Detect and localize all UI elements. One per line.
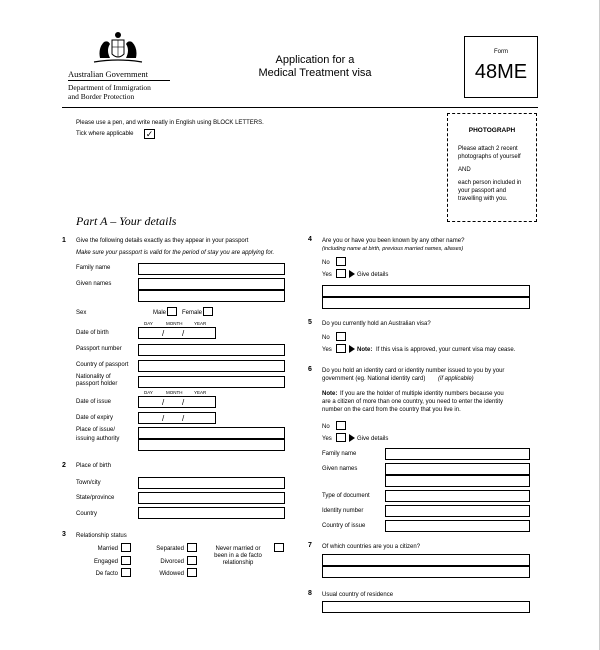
sex-label: Sex [76, 310, 87, 316]
married-label: Married [97, 546, 118, 552]
place-issue-label-1: Place of issue/ [76, 427, 116, 433]
q8-input[interactable] [322, 601, 530, 613]
q6-given-names-input-2[interactable] [385, 475, 530, 487]
passport-number-input[interactable] [138, 344, 285, 356]
widowed-label: Widowed [159, 571, 184, 577]
arrow-right-icon [349, 345, 355, 353]
q5-note-label: Note: [357, 347, 373, 353]
q4-details-input-2[interactable] [322, 297, 530, 309]
q4-yes-checkbox[interactable] [336, 269, 346, 278]
q4-note: (including name at birth, previous married names, aliases) [322, 246, 464, 252]
never-married-line-2: been in a de facto [214, 553, 262, 559]
date-slash: / [162, 414, 165, 423]
female-checkbox[interactable] [203, 307, 213, 316]
q6-note-3: number on the card from the country that you live in. [322, 407, 461, 413]
coat-of-arms-icon [92, 30, 144, 66]
date-slash: / [162, 329, 165, 338]
place-issue-input-2[interactable] [138, 439, 285, 451]
identity-number-input[interactable] [385, 505, 530, 517]
identity-number-label: Identity number [322, 508, 364, 514]
defacto-checkbox[interactable] [121, 568, 131, 577]
q2-title: Place of birth [76, 463, 112, 469]
q4-text: Are you or have you been known by any other name? [322, 238, 465, 244]
q1-text: Give the following details exactly as they appear in your passport [76, 238, 249, 244]
date-slash: / [162, 398, 165, 407]
never-married-line-3: relationship [222, 560, 254, 566]
q6-no-checkbox[interactable] [336, 421, 346, 430]
country-passport-input[interactable] [138, 360, 285, 372]
q6-line-2: government (eg. National identity card) [322, 376, 426, 382]
q6-given-names-input-1[interactable] [385, 463, 530, 475]
country-passport-label: Country of passport [76, 362, 129, 368]
family-name-input[interactable] [138, 263, 285, 275]
form-number-box [464, 36, 538, 98]
country-issue-label: Country of issue [322, 523, 366, 529]
engaged-checkbox[interactable] [121, 556, 131, 565]
q4-number: 4 [308, 236, 312, 243]
date-slash: / [182, 398, 185, 407]
country-issue-input[interactable] [385, 520, 530, 532]
header-rule [62, 107, 538, 108]
q6-line-1: Do you hold an identity card or identity number issued to you by your [322, 368, 505, 374]
day-label: DAY [144, 321, 153, 326]
place-issue-label-2: issuing authority [76, 436, 120, 442]
q8-number: 8 [308, 590, 312, 597]
q7-input-1[interactable] [322, 554, 530, 566]
q3-number: 3 [62, 531, 66, 538]
q4-no-checkbox[interactable] [336, 257, 346, 266]
q7-number: 7 [308, 542, 312, 549]
gov-name: Australian Government [68, 69, 149, 79]
q5-text: Do you currently hold an Australian visa? [322, 321, 431, 327]
header-divider [68, 80, 170, 81]
q6-family-name-input[interactable] [385, 448, 530, 460]
state-label: State/province [76, 495, 115, 501]
passport-number-label: Passport number [76, 346, 122, 352]
month-label: MONTH [166, 321, 183, 326]
never-married-line-1: Never married or [215, 546, 261, 552]
q6-yes-checkbox[interactable] [336, 433, 346, 442]
instructions-text: Please use a pen, and write neatly in English using BLOCK LETTERS. [76, 120, 264, 126]
divorced-checkbox[interactable] [187, 556, 197, 565]
divorced-label: Divorced [160, 559, 184, 565]
title-line-1: Application for a [275, 54, 355, 66]
q5-no-label: No [322, 335, 330, 341]
separated-checkbox[interactable] [187, 543, 197, 552]
date-expiry-label: Date of expiry [76, 415, 114, 421]
q6-yes-label: Yes [322, 436, 332, 442]
dept-line-2: and Border Protection [68, 92, 135, 101]
widowed-checkbox[interactable] [187, 568, 197, 577]
q6-no-label: No [322, 424, 330, 430]
date-issue-label: Date of issue [76, 399, 112, 405]
male-checkbox[interactable] [167, 307, 177, 316]
given-names-input-2[interactable] [138, 290, 285, 302]
photo-line: AND [458, 167, 471, 173]
form-label: Form [494, 49, 508, 55]
country-birth-label: Country [76, 511, 98, 517]
q5-number: 5 [308, 319, 312, 326]
q4-details-input-1[interactable] [322, 285, 530, 297]
date-expiry-input[interactable] [138, 412, 216, 424]
q6-family-name-label: Family name [322, 451, 357, 457]
tick-example-checkbox: ✓ [145, 129, 154, 139]
family-name-label: Family name [76, 265, 111, 271]
year-label: YEAR [194, 390, 207, 395]
given-names-label: Given names [76, 281, 112, 287]
month-label: MONTH [166, 390, 183, 395]
arrow-right-icon [349, 270, 355, 278]
form-number: 48ME [474, 61, 528, 83]
q5-yes-label: Yes [322, 347, 332, 353]
q4-yes-label: Yes [322, 272, 332, 278]
q5-note-text: If this visa is approved, your current visa may cease. [376, 347, 516, 353]
q4-no-label: No [322, 260, 330, 266]
town-label: Town/city [76, 480, 101, 486]
q1-number: 1 [62, 237, 66, 244]
dept-line-1: Department of Immigration [68, 83, 151, 92]
married-checkbox[interactable] [121, 543, 131, 552]
q3-title: Relationship status [76, 533, 127, 539]
date-issue-input[interactable] [138, 396, 216, 408]
never-married-checkbox[interactable] [274, 543, 284, 552]
q6-give-details: Give details [357, 436, 389, 442]
state-input[interactable] [138, 492, 285, 504]
female-label: Female [182, 310, 203, 316]
q6-line-2-italic: (if applicable) [438, 376, 474, 382]
q8-text: Usual country of residence [322, 592, 394, 598]
q7-input-2[interactable] [322, 566, 530, 578]
nationality-input[interactable] [138, 376, 285, 388]
q6-number: 6 [308, 366, 312, 373]
photo-line: each person included in [458, 180, 522, 186]
dob-label: Date of birth [76, 330, 109, 336]
defacto-label: De facto [95, 571, 118, 577]
q6-note-2: are a citizen of more than one country, you need to enter the identity [322, 399, 503, 405]
q7-text: Of which countries are you a citizen? [322, 544, 421, 550]
photo-line: photographs of yourself [458, 154, 521, 160]
photo-line: travelling with you. [458, 196, 508, 202]
type-document-input[interactable] [385, 490, 530, 502]
nationality-label-2: passport holder [76, 381, 118, 387]
separated-label: Separated [156, 546, 184, 552]
type-document-label: Type of document [322, 493, 370, 499]
tick-label: Tick where applicable [76, 131, 134, 137]
date-slash: / [182, 329, 185, 338]
engaged-label: Engaged [93, 559, 118, 565]
dob-input[interactable] [138, 327, 216, 339]
day-label: DAY [144, 390, 153, 395]
arrow-right-icon [349, 434, 355, 442]
q5-no-checkbox[interactable] [336, 332, 346, 341]
photograph-box[interactable] [447, 113, 537, 222]
title-line-2: Medical Treatment visa [258, 67, 372, 79]
q6-note-label: Note: [322, 391, 338, 397]
year-label: YEAR [194, 321, 207, 326]
country-birth-input[interactable] [138, 507, 285, 519]
given-names-input-1[interactable] [138, 278, 285, 290]
place-issue-input-1[interactable] [138, 427, 285, 439]
photograph-title: PHOTOGRAPH [468, 127, 516, 134]
q2-number: 2 [62, 462, 66, 469]
q6-given-names-label: Given names [322, 466, 358, 472]
part-a-title: Part A – Your details [76, 214, 177, 228]
q6-note-1: If you are the holder of multiple identity numbers because you [340, 391, 504, 397]
q1-note: Make sure your passport is valid for the period of stay you are applying for. [76, 250, 275, 256]
photo-line: Please attach 2 recent [458, 146, 518, 152]
q5-yes-checkbox[interactable] [336, 344, 346, 353]
q4-give-details: Give details [357, 272, 389, 278]
town-input[interactable] [138, 477, 285, 489]
date-slash: / [182, 414, 185, 423]
nationality-label-1: Nationality of [76, 374, 111, 380]
photo-line: your passport and [458, 188, 507, 194]
male-label: Male [153, 310, 167, 316]
